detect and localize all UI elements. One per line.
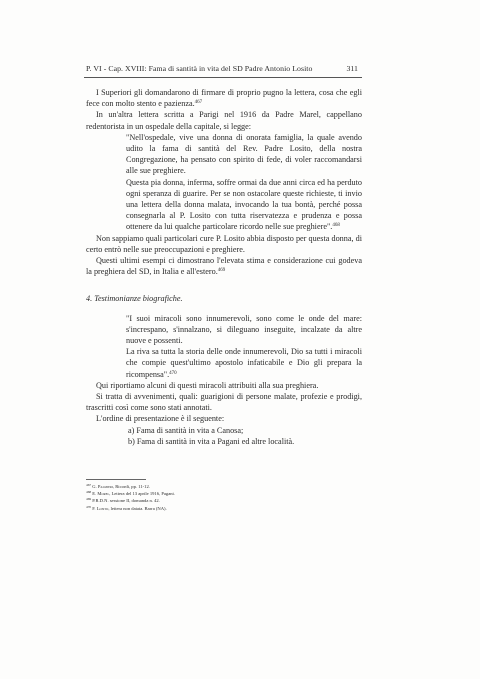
paragraph: Si tratta di avvenimenti, quali: guarigioni di persone malate, profezie e prodigi, trascritti così come sono stati annotati.: [86, 392, 362, 413]
footnote-ref: 469: [217, 268, 226, 274]
footnote: $^{469}$ P.R.D.N. sessione II, domanda n. 42.: [86, 497, 160, 504]
paragraph: In un'altra lettera scritta a Parigi nel 1916 da Padre Marel, cappellano redentorista in un ospedale della capitale, si legge:: [86, 110, 362, 131]
page-number: 311: [346, 64, 358, 73]
footnote-rule: [86, 479, 146, 480]
paragraph: Questi ultimi esempi ci dimostrano l'elevata stima e considerazione cui godeva la preghiera del SD, in Italia e all'estero.$^{469}$: [86, 256, 362, 277]
main-text: [86, 87, 362, 447]
paragraph: Qui riportiamo alcuni di questi miracoli attribuiti alla sua preghiera.: [96, 380, 319, 390]
quote-paragraph: La riva sa tutta la storia delle onde innumerevoli, Dio sa tutti i miracoli che compie quest'ultimo apostolo infaticabile e Dio gli prepara la ricompensa".$^{470}$: [126, 347, 362, 379]
footnote: $^{468}$ E. Morel, Lettera del 13 aprile 1916, Pagani.: [86, 490, 175, 497]
block-quote: [126, 313, 362, 380]
paragraph: L'ordine di presentazione è il seguente:: [96, 414, 225, 424]
list-item: a) Fama di santità in vita a Canosa;: [128, 425, 244, 435]
section-heading: 4. Testimonianze biografiche.: [86, 294, 183, 304]
quote-paragraph: "I suoi miracoli sono innumerevoli, sono come le onde del mare: s'increspano, s'innalzano, si dileguano inseguite, incalzate da altre nuove e possenti.: [126, 313, 362, 346]
paragraph: Non sappiamo quali particolari cure P. Losito abbia disposto per questa donna, di certo entrò nelle sue preoccupazioni e preghiere.: [86, 233, 362, 254]
block-quote: [126, 132, 362, 233]
header-rule: [84, 77, 362, 78]
footnote: $^{470}$ F. Losito, lettera non datata. Barra (NA).: [86, 504, 167, 511]
footnote-ref: 470: [169, 370, 177, 376]
running-title: P. VI - Cap. XVIII: Fama di santità in vita del SD Padre Antonio Losito: [86, 64, 313, 73]
list-item: b) Fama di santità in vita a Pagani ed altre località.: [128, 436, 295, 446]
quote-paragraph: Questa pia donna, inferma, soffre ormai da due anni circa ed ha perduto ogni speranza di guarire. Per se non ostacolare queste richieste, ti invio una lettera della donna malata, invocando la tua bontà, perché possa consegnarla al P. Losito con tutta riservatezza e prudenza e possa ottenere da lui qualche particolare ricordo nelle sue preghiere".$^{468}$: [126, 177, 362, 232]
footnote-ref: 467: [194, 100, 203, 106]
quote-paragraph: "Nell'ospedale, vive una donna di onorata famiglia, la quale avendo udito la fama di santità del Rev. Padre Losito, della nostra Congregazione, ha pensato con spirito di fede, di voler raccomandarsi alle sue preghiere.: [126, 132, 362, 176]
paragraph: I Superiori gli domandarono di firmare di proprio pugno la lettera, cosa che egli fece con molto stento e pazienza.$^{467}$: [86, 88, 362, 109]
footnote-ref: 468: [332, 223, 340, 229]
footnotes: [86, 483, 362, 512]
footnote: $^{467}$ G. Palmieri, Ricordi, pp. 11-12.: [86, 483, 150, 489]
